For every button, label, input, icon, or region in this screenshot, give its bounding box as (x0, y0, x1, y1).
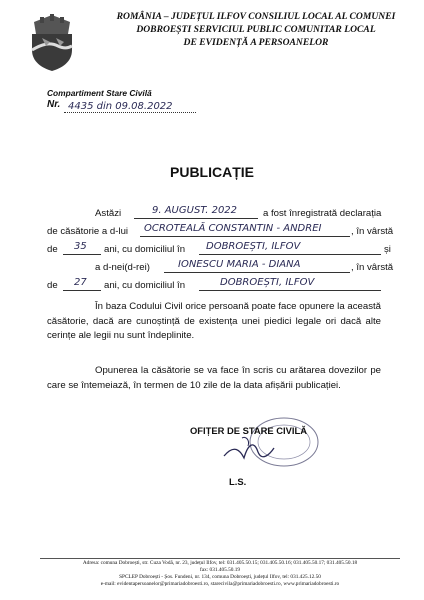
date-underline (134, 218, 258, 219)
page-title: PUBLICAȚIE (170, 164, 254, 180)
ls-label: L.S. (229, 476, 247, 487)
bride-name: IONESCU MARIA - DIANA (178, 259, 301, 270)
bride-age-underline (63, 290, 101, 291)
bride-prefix: a d-nei(d-rei) (95, 262, 150, 273)
bride-domicile: DOBROEȘTI, ILFOV (220, 277, 315, 288)
domicile-text-2: ani, cu domiciliul în (104, 280, 186, 291)
number-underline (64, 112, 196, 113)
header-line-2: DOBROEȘTI SERVICIUL PUBLIC COMUNITAR LOCAL (136, 24, 376, 35)
today-label: Astăzi (95, 208, 122, 219)
declaration-date: 9. AUGUST. 2022 (152, 205, 238, 216)
number-label: Nr. (47, 99, 61, 110)
header-line-3: DE EVIDENȚĂ A PERSOANELOR (183, 37, 329, 48)
groom-name-underline (140, 236, 350, 237)
compartment-label: Compartiment Stare Civilă (47, 88, 152, 98)
official-stamp-icon (214, 414, 324, 470)
coat-of-arms-icon (20, 12, 84, 72)
footer-spclep: SPCLEP Dobroești - Șos. Fundeni, nr. 134, comuna Dobroești, județul Ilfov, tel: 031.425.12.50 (119, 574, 321, 580)
footer-email: e-mail: evidentapersoanelor@primariadobroesti.ro, starecivila@primariadobroesti.ro, www.primariadobroesti.ro (100, 581, 340, 587)
procedure-paragraph: Opunerea la căsătorie se va face în scris cu arătarea dovezilor pe care se întemeiază, în termen de 10 zile de la data afișării publicației. (47, 365, 381, 391)
bride-domicile-underline (199, 290, 381, 291)
registration-number: 4435 din 09.08.2022 (68, 101, 173, 112)
age-label-1: , în vârstă (351, 226, 394, 237)
footer-address: Adresa: comuna Dobroești, str. Cuza Vodă, nr. 23, județul Ilfov, tel: 031.405.50.15; 031.405.50.16; 031.405.50.17; 031.405.50.18 (82, 560, 358, 566)
header-line-1: ROMÂNIA – JUDEȚUL ILFOV CONSILIUL LOCAL AL COMUNEI (116, 11, 396, 22)
domicile-text-1: ani, cu domiciliul în (104, 244, 186, 255)
de-label-1: de (47, 244, 58, 255)
bride-age: 27 (74, 277, 87, 288)
age-label-2: , în vârstă (351, 262, 394, 273)
groom-name: OCROTEALĂ CONSTANTIN - ANDREI (144, 223, 322, 234)
groom-domicile-underline (199, 254, 381, 255)
opposition-paragraph: În baza Codului Civil orice persoană poate face opunere la această căsătorie, dacă are cunoștință de existența unei piedici legale ori dacă alte cerințe ale legii nu sunt îndeplinite. (47, 301, 381, 341)
officer-title: OFIȚER DE STARE CIVILĂ (190, 425, 308, 436)
groom-age: 35 (74, 241, 87, 252)
footer-divider (40, 558, 400, 559)
bride-name-underline (164, 272, 350, 273)
and-label: și (384, 244, 391, 255)
groom-domicile: DOBROEȘTI, ILFOV (206, 241, 301, 252)
de-label-2: de (47, 280, 58, 291)
footer-fax: fax: 031.405.50.19 (199, 567, 241, 573)
marriage-text: de căsătorie a d-lui (47, 226, 129, 237)
groom-age-underline (63, 254, 101, 255)
registered-text: a fost înregistrată declarația (263, 208, 382, 219)
